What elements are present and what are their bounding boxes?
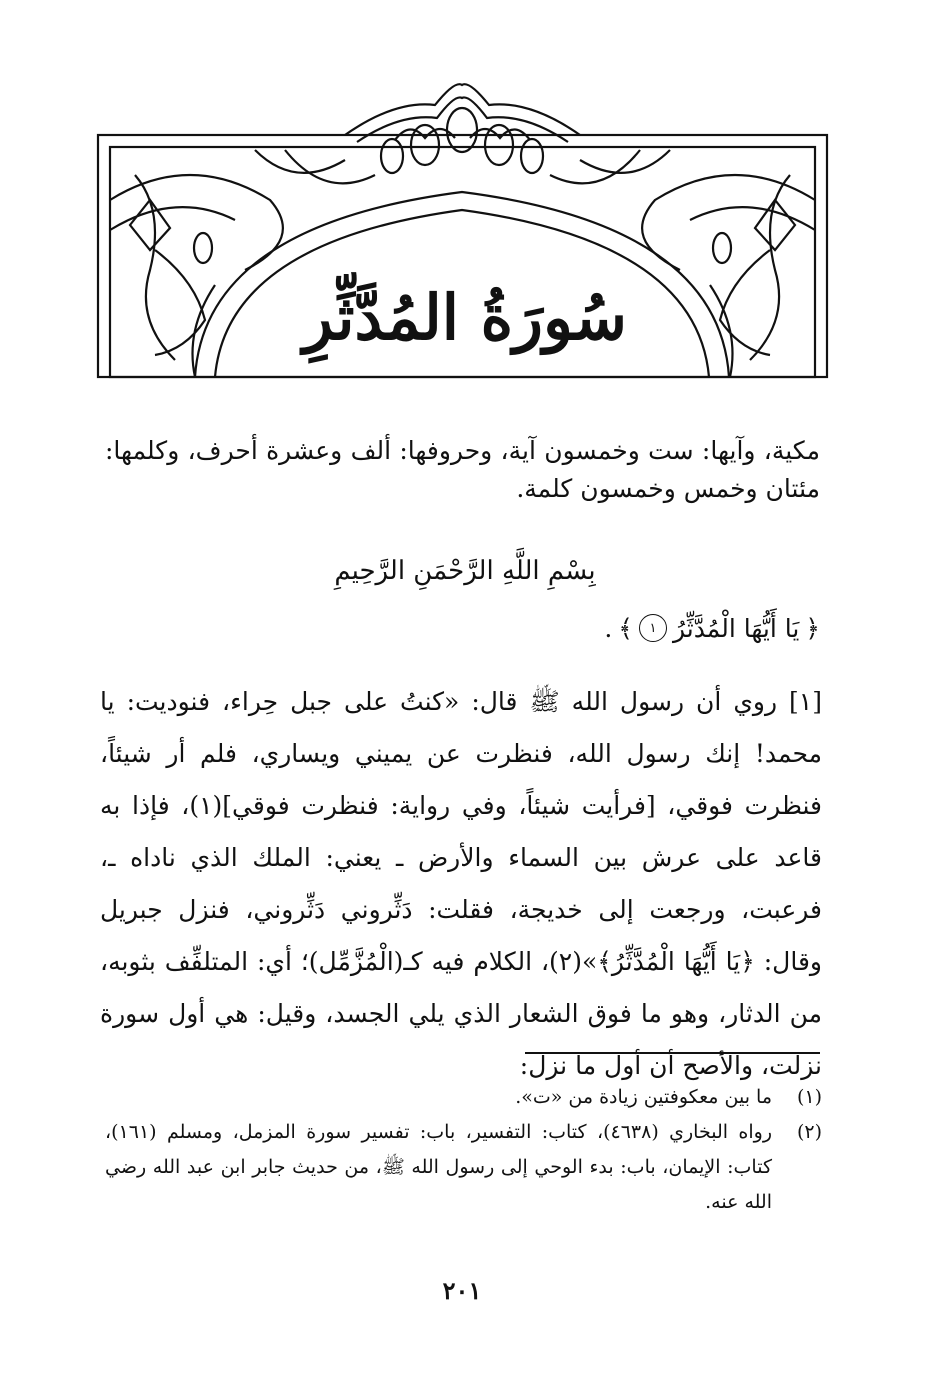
surah-intro: مكية، وآيها: ست وخمسون آية، وحروفها: ألف وعشرة أحرف، وكلمها: مئتان وخمس وخمسون كلمة. bbox=[105, 436, 820, 503]
ayah-number-marker: ١ bbox=[639, 614, 667, 642]
footnote-text: ما بين معكوفتين زيادة من «ت». bbox=[515, 1086, 772, 1108]
quran-verse bbox=[560, 606, 820, 650]
verse-end-punctuation: . bbox=[604, 613, 613, 643]
footnote-number: (١) bbox=[796, 1086, 822, 1108]
footnote-text: رواه البخاري (٤٦٣٨)، كتاب: التفسير، باب: تفسير سورة المزمل، ومسلم (١٦١)، كتاب: الإيمان، باب: بدء الوحي إلى رسول الله ﷺ، من حديث جابر ابن عبد الله رضي الله عنه. bbox=[105, 1121, 773, 1213]
surah-title: سُورَةُ المُدَّثِّرِ bbox=[303, 280, 627, 354]
page-number: ٢٠١ bbox=[442, 1276, 482, 1305]
footnote-separator bbox=[525, 1052, 820, 1054]
verse-close-bracket: ﴾ bbox=[618, 613, 633, 643]
footnotes bbox=[105, 1080, 822, 1220]
verse-open-bracket: ﴿ bbox=[805, 613, 820, 643]
verse-text: يَا أَيُّهَا الْمُدَّثِّرُ bbox=[672, 613, 800, 643]
basmala: بِسْمِ اللَّهِ الرَّحْمَنِ الرَّحِيمِ bbox=[334, 556, 596, 586]
footnote bbox=[105, 1080, 822, 1115]
commentary-paragraph: [١] روي أن رسول الله ﷺ قال: «كنتُ على جبل حِراء، فنوديت: يا محمد! إنك رسول الله، فنظرت عن يميني ويساري، فلم أر شيئاً، فنظرت فوقي، [فرأيت شيئاً، وفي رواية: فنظرت فوقي](١)، فإذا به قاعد على عرش بين السماء والأرض ـ يعني: الملك الذي ناداه ـ، فرعبت، ورجعت إلى خديجة، فقلت: دَثِّروني دَثِّروني، فنزل جبريل وقال: ﴿يَا أَيُّهَا الْمُدَّثِّرُ﴾»(٢)، الكلام فيه كـ(الْمُزَّمِّل)؛ أي: المتلفِّف بثوبه، من الدثار، وهو ما فوق الشعار الذي يلي الجسد، وقيل: هي أول سورة نزلت، والأصح أن أول ما نزل: bbox=[100, 687, 822, 1080]
footnote-number: (٢) bbox=[796, 1121, 822, 1143]
footnote bbox=[105, 1115, 822, 1220]
